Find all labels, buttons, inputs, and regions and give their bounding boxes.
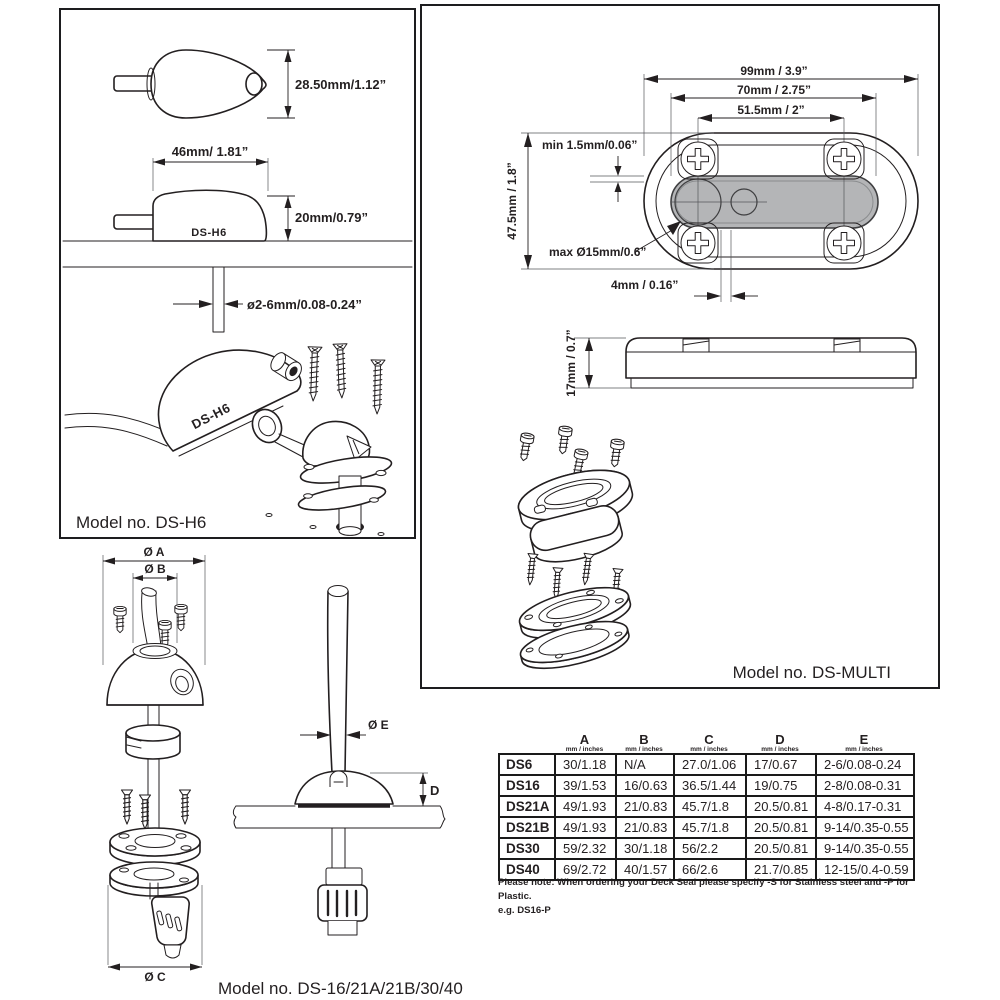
screw-icon [306, 347, 322, 401]
dsround-drawing [60, 545, 480, 1000]
panel-dsround-caption: Model no. DS-16/21A/21B/30/40 [218, 979, 463, 998]
value-cell: 59/2.32 [555, 838, 616, 859]
value-cell: 2-8/0.08-0.31 [816, 775, 914, 796]
table-row [499, 796, 914, 817]
table-row [499, 775, 914, 796]
screw-icon [608, 439, 625, 468]
value-cell: 19/0.75 [746, 775, 816, 796]
dim-profile-height: 17mm / 0.7” [564, 329, 578, 397]
dsmulti-top-view [505, 64, 918, 302]
value-cell: 49/1.93 [555, 796, 616, 817]
value-cell: 30/1.18 [555, 754, 616, 775]
lower-flange [110, 862, 198, 896]
upper-flange [110, 828, 200, 865]
panel-dsh6 [59, 8, 416, 539]
screw-icon [525, 553, 538, 585]
col-header-d: D [775, 731, 785, 747]
dsh6-gland-elbow [247, 405, 393, 536]
dim-cable: ø2-6mm/0.08-0.24” [247, 297, 362, 312]
col-unit-a: mm / inches [565, 745, 604, 753]
value-cell: N/A [616, 754, 674, 775]
dim-d: D [430, 783, 440, 798]
value-cell: 69/2.72 [555, 859, 616, 880]
table-row [499, 754, 914, 775]
screw-icon [556, 426, 573, 455]
split-bung [126, 725, 180, 759]
dim-dia-b: Ø B [144, 562, 166, 576]
dsmulti-side-view [564, 329, 916, 396]
table-row [499, 817, 914, 838]
dsh6-deck-section [63, 267, 412, 332]
panel-dsmulti [420, 4, 940, 689]
col-unit-b: mm / inches [625, 745, 663, 753]
col-unit-d: mm / inches [761, 745, 799, 753]
dsh6-top-view [114, 50, 386, 118]
dim-overall-width: 99mm / 3.9” [740, 64, 808, 78]
col-header-e: E [859, 731, 869, 747]
dsh6-drawing [61, 10, 414, 537]
value-cell: 49/1.93 [555, 817, 616, 838]
value-cell: 20.5/0.81 [746, 796, 816, 817]
value-cell: 66/2.6 [674, 859, 746, 880]
note-line2: e.g. DS16-P [498, 904, 551, 916]
value-cell: 4-8/0.17-0.31 [816, 796, 914, 817]
backing-nut [318, 868, 367, 935]
value-cell: 21.7/0.85 [746, 859, 816, 880]
dim-width-side: 46mm/ 1.81” [171, 144, 249, 159]
value-cell: 9-14/0.35-0.55 [816, 817, 914, 838]
ordering-note [498, 876, 943, 918]
panel-dsround [60, 545, 480, 1000]
dsh6-side-view [63, 144, 412, 241]
value-cell: 36.5/1.44 [674, 775, 746, 796]
model-cell: DS21B [499, 817, 555, 838]
dim-min-thickness: min 1.5mm/0.06” [542, 138, 638, 152]
phillips-screw-icon [827, 226, 861, 260]
screw-icon [180, 790, 191, 824]
screw-icon [517, 432, 535, 461]
value-cell: 20.5/0.81 [746, 817, 816, 838]
value-cell: 40/1.57 [616, 859, 674, 880]
value-cell: 12-15/0.4-0.59 [816, 859, 914, 880]
dim-height-top: 28.50mm/1.12” [295, 77, 387, 92]
dim-dia-c: Ø C [144, 970, 166, 984]
value-cell: 30/1.18 [616, 838, 674, 859]
value-cell: 56/2.2 [674, 838, 746, 859]
value-cell: 45.7/1.8 [674, 796, 746, 817]
spec-table-block [498, 729, 914, 881]
col-header-c: C [704, 731, 714, 747]
dsmulti-drawing [422, 6, 938, 687]
dim-height-side: 20mm/0.79” [295, 210, 368, 225]
panel-dsh6-caption: Model no. DS-H6 [76, 513, 207, 532]
note-line1: Please note: When ordering your Deck Seal please specify -S for Stainless steel and -P for Plastic. [498, 877, 909, 902]
model-cell: DS6 [499, 754, 555, 775]
dim-plate-height: 47.5mm / 1.8” [505, 162, 519, 240]
dsround-exploded-view [103, 545, 205, 984]
phillips-screw-icon [827, 142, 861, 176]
dim-dia-a: Ø A [143, 545, 165, 559]
value-cell: 45.7/1.8 [674, 817, 746, 838]
col-header-a: A [579, 731, 590, 747]
value-cell: 39/1.53 [555, 775, 616, 796]
dim-screw-spacing: 51.5mm / 2” [737, 103, 805, 117]
table-row [499, 838, 914, 859]
col-unit-c: mm / inches [690, 745, 728, 753]
model-cell: DS21A [499, 796, 555, 817]
value-cell: 9-14/0.35-0.55 [816, 838, 914, 859]
model-cell: DS16 [499, 775, 555, 796]
dim-max-cable: max Ø15mm/0.6” [549, 245, 647, 259]
screw-icon [122, 790, 133, 824]
value-cell: 17/0.67 [746, 754, 816, 775]
screw-icon [140, 795, 151, 829]
spec-table [498, 753, 915, 881]
dim-slot-width: 70mm / 2.75” [736, 83, 812, 97]
model-cell: DS30 [499, 838, 555, 859]
col-unit-e: mm / inches [845, 745, 883, 753]
dim-gap: 4mm / 0.16” [611, 278, 679, 292]
dsmulti-exploded-view [514, 426, 638, 677]
dsh6-exploded-view [65, 344, 393, 536]
col-header-b: B [639, 731, 649, 747]
value-cell: 16/0.63 [616, 775, 674, 796]
panel-dsmulti-caption: Model no. DS-MULTI [732, 663, 891, 682]
value-cell: 2-6/0.08-0.24 [816, 754, 914, 775]
value-cell: 21/0.83 [616, 796, 674, 817]
spec-table-header [498, 729, 914, 753]
screw-icon [333, 344, 349, 398]
product-label-3d: DS-H6 [189, 399, 233, 433]
phillips-screw-icon [681, 142, 715, 176]
value-cell: 21/0.83 [616, 817, 674, 838]
dsround-installed-view [233, 586, 445, 936]
screw-icon [114, 606, 126, 632]
model-cell: DS40 [499, 859, 555, 880]
dim-dia-e: Ø E [368, 718, 389, 732]
phillips-screw-icon [681, 226, 715, 260]
screw-icon [370, 360, 385, 414]
value-cell: 27.0/1.06 [674, 754, 746, 775]
product-label-side: DS-H6 [191, 227, 227, 239]
value-cell: 20.5/0.81 [746, 838, 816, 859]
